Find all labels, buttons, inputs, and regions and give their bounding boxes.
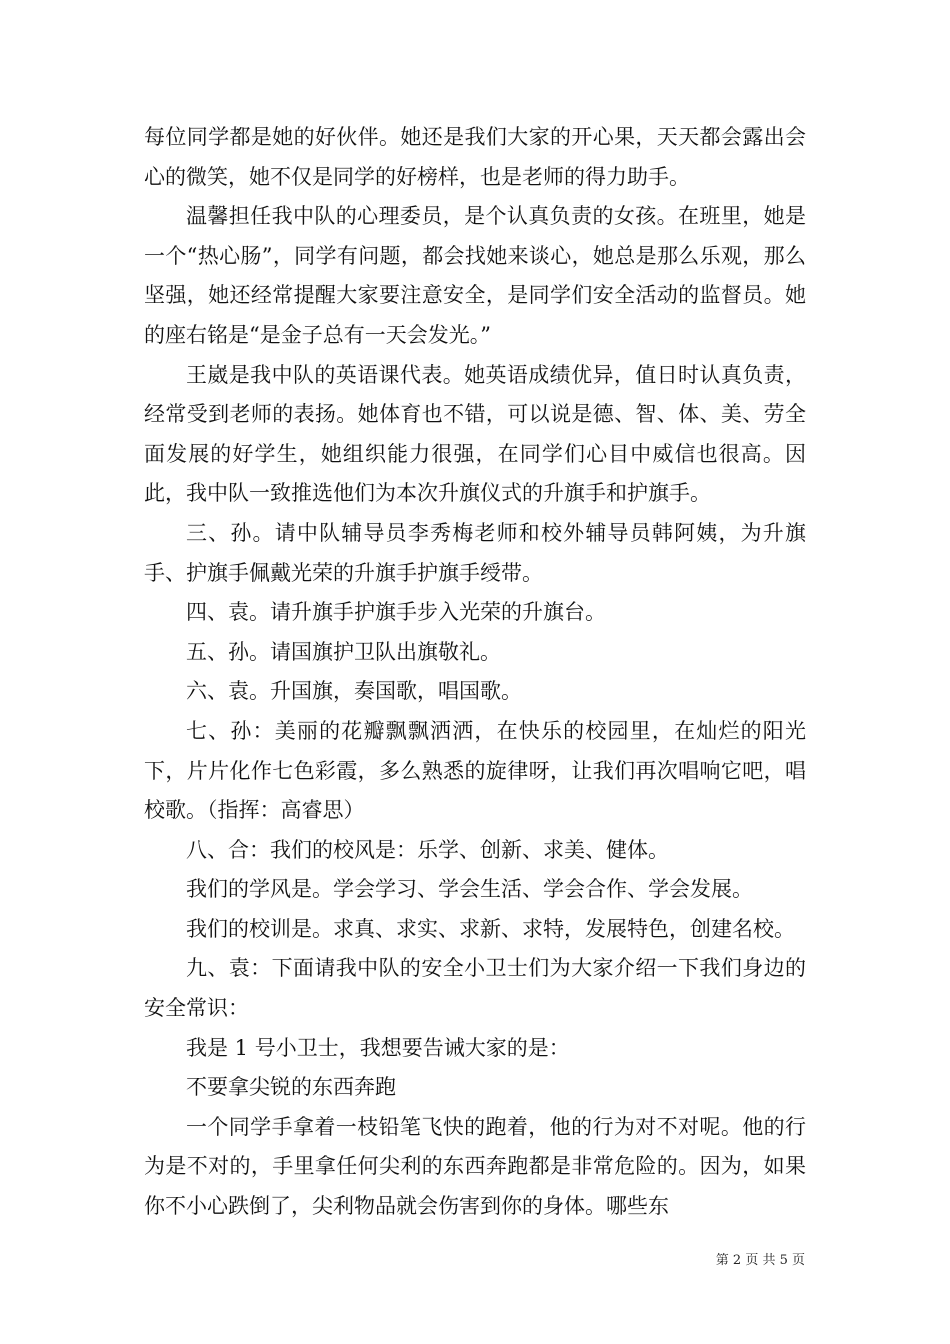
paragraph-15: 一个同学手拿着一枝铅笔飞快的跑着，他的行为对不对呢。他的行为是不对的，手里拿任何尖利的东西奔跑都是非常危险的。因为，如果你不小心跌倒了，尖利物品就会伤害到你的身体。哪些东 bbox=[144, 1114, 806, 1219]
paragraph-7: 六、袁。升国旗，奏国歌，唱国歌。 bbox=[186, 679, 522, 704]
paragraph-14: 不要拿尖锐的东西奔跑 bbox=[186, 1075, 396, 1100]
paragraph-11: 我们的校训是。求真、求实、求新、求特，发展特色，创建名校。 bbox=[186, 916, 795, 941]
paragraph-5: 四、袁。请升旗手护旗手步入光荣的升旗台。 bbox=[186, 600, 606, 625]
paragraph-1: 每位同学都是她的好伙伴。她还是我们大家的开心果，天天都会露出会心的微笑，她不仅是同学的好榜样，也是老师的得力助手。 bbox=[144, 125, 806, 189]
page-number: 第 2 页 共 5 页 bbox=[715, 1253, 805, 1268]
paragraph-13: 我是 1 号小卫士，我想要告诫大家的是： bbox=[186, 1035, 570, 1060]
paragraph-9: 八、合：我们的校风是：乐学、创新、求美、健体。 bbox=[186, 837, 669, 862]
paragraph-3: 王崴是我中队的英语课代表。她英语成绩优异，值日时认真负责，经常受到老师的表扬。她体育也不错，可以说是德、智、体、美、劳全面发展的好学生，她组织能力很强，在同学们心目中威信也很高。因此，我中队一致推选他们为本次升旗仪式的升旗手和护旗手。 bbox=[144, 362, 806, 506]
paragraph-8: 七、孙：美丽的花瓣飘飘洒洒，在快乐的校园里，在灿烂的阳光下，片片化作七色彩霞，多么熟悉的旋律呀，让我们再次唱响它吧，唱校歌。（指挥：高睿思） bbox=[144, 718, 806, 823]
document-body bbox=[144, 118, 806, 1227]
paragraph-4: 三、孙。请中队辅导员李秀梅老师和校外辅导员韩阿姨，为升旗手、护旗手佩戴光荣的升旗手护旗手绶带。 bbox=[144, 520, 806, 585]
paragraph-10: 我们的学风是。学会学习、学会生活、学会合作、学会发展。 bbox=[186, 877, 753, 902]
paragraph-2: 温馨担任我中队的心理委员，是个认真负责的女孩。在班里，她是一个“热心肠”，同学有问题，都会找她来谈心，她总是那么乐观，那么坚强，她还经常提醒大家要注意安全，是同学们安全活动的监督员。她的座右铭是“是金子总有一天会发光。” bbox=[144, 204, 806, 347]
paragraph-6: 五、孙。请国旗护卫队出旗敬礼。 bbox=[186, 639, 501, 664]
paragraph-12: 九、袁：下面请我中队的安全小卫士们为大家介绍一下我们身边的安全常识： bbox=[144, 956, 806, 1021]
